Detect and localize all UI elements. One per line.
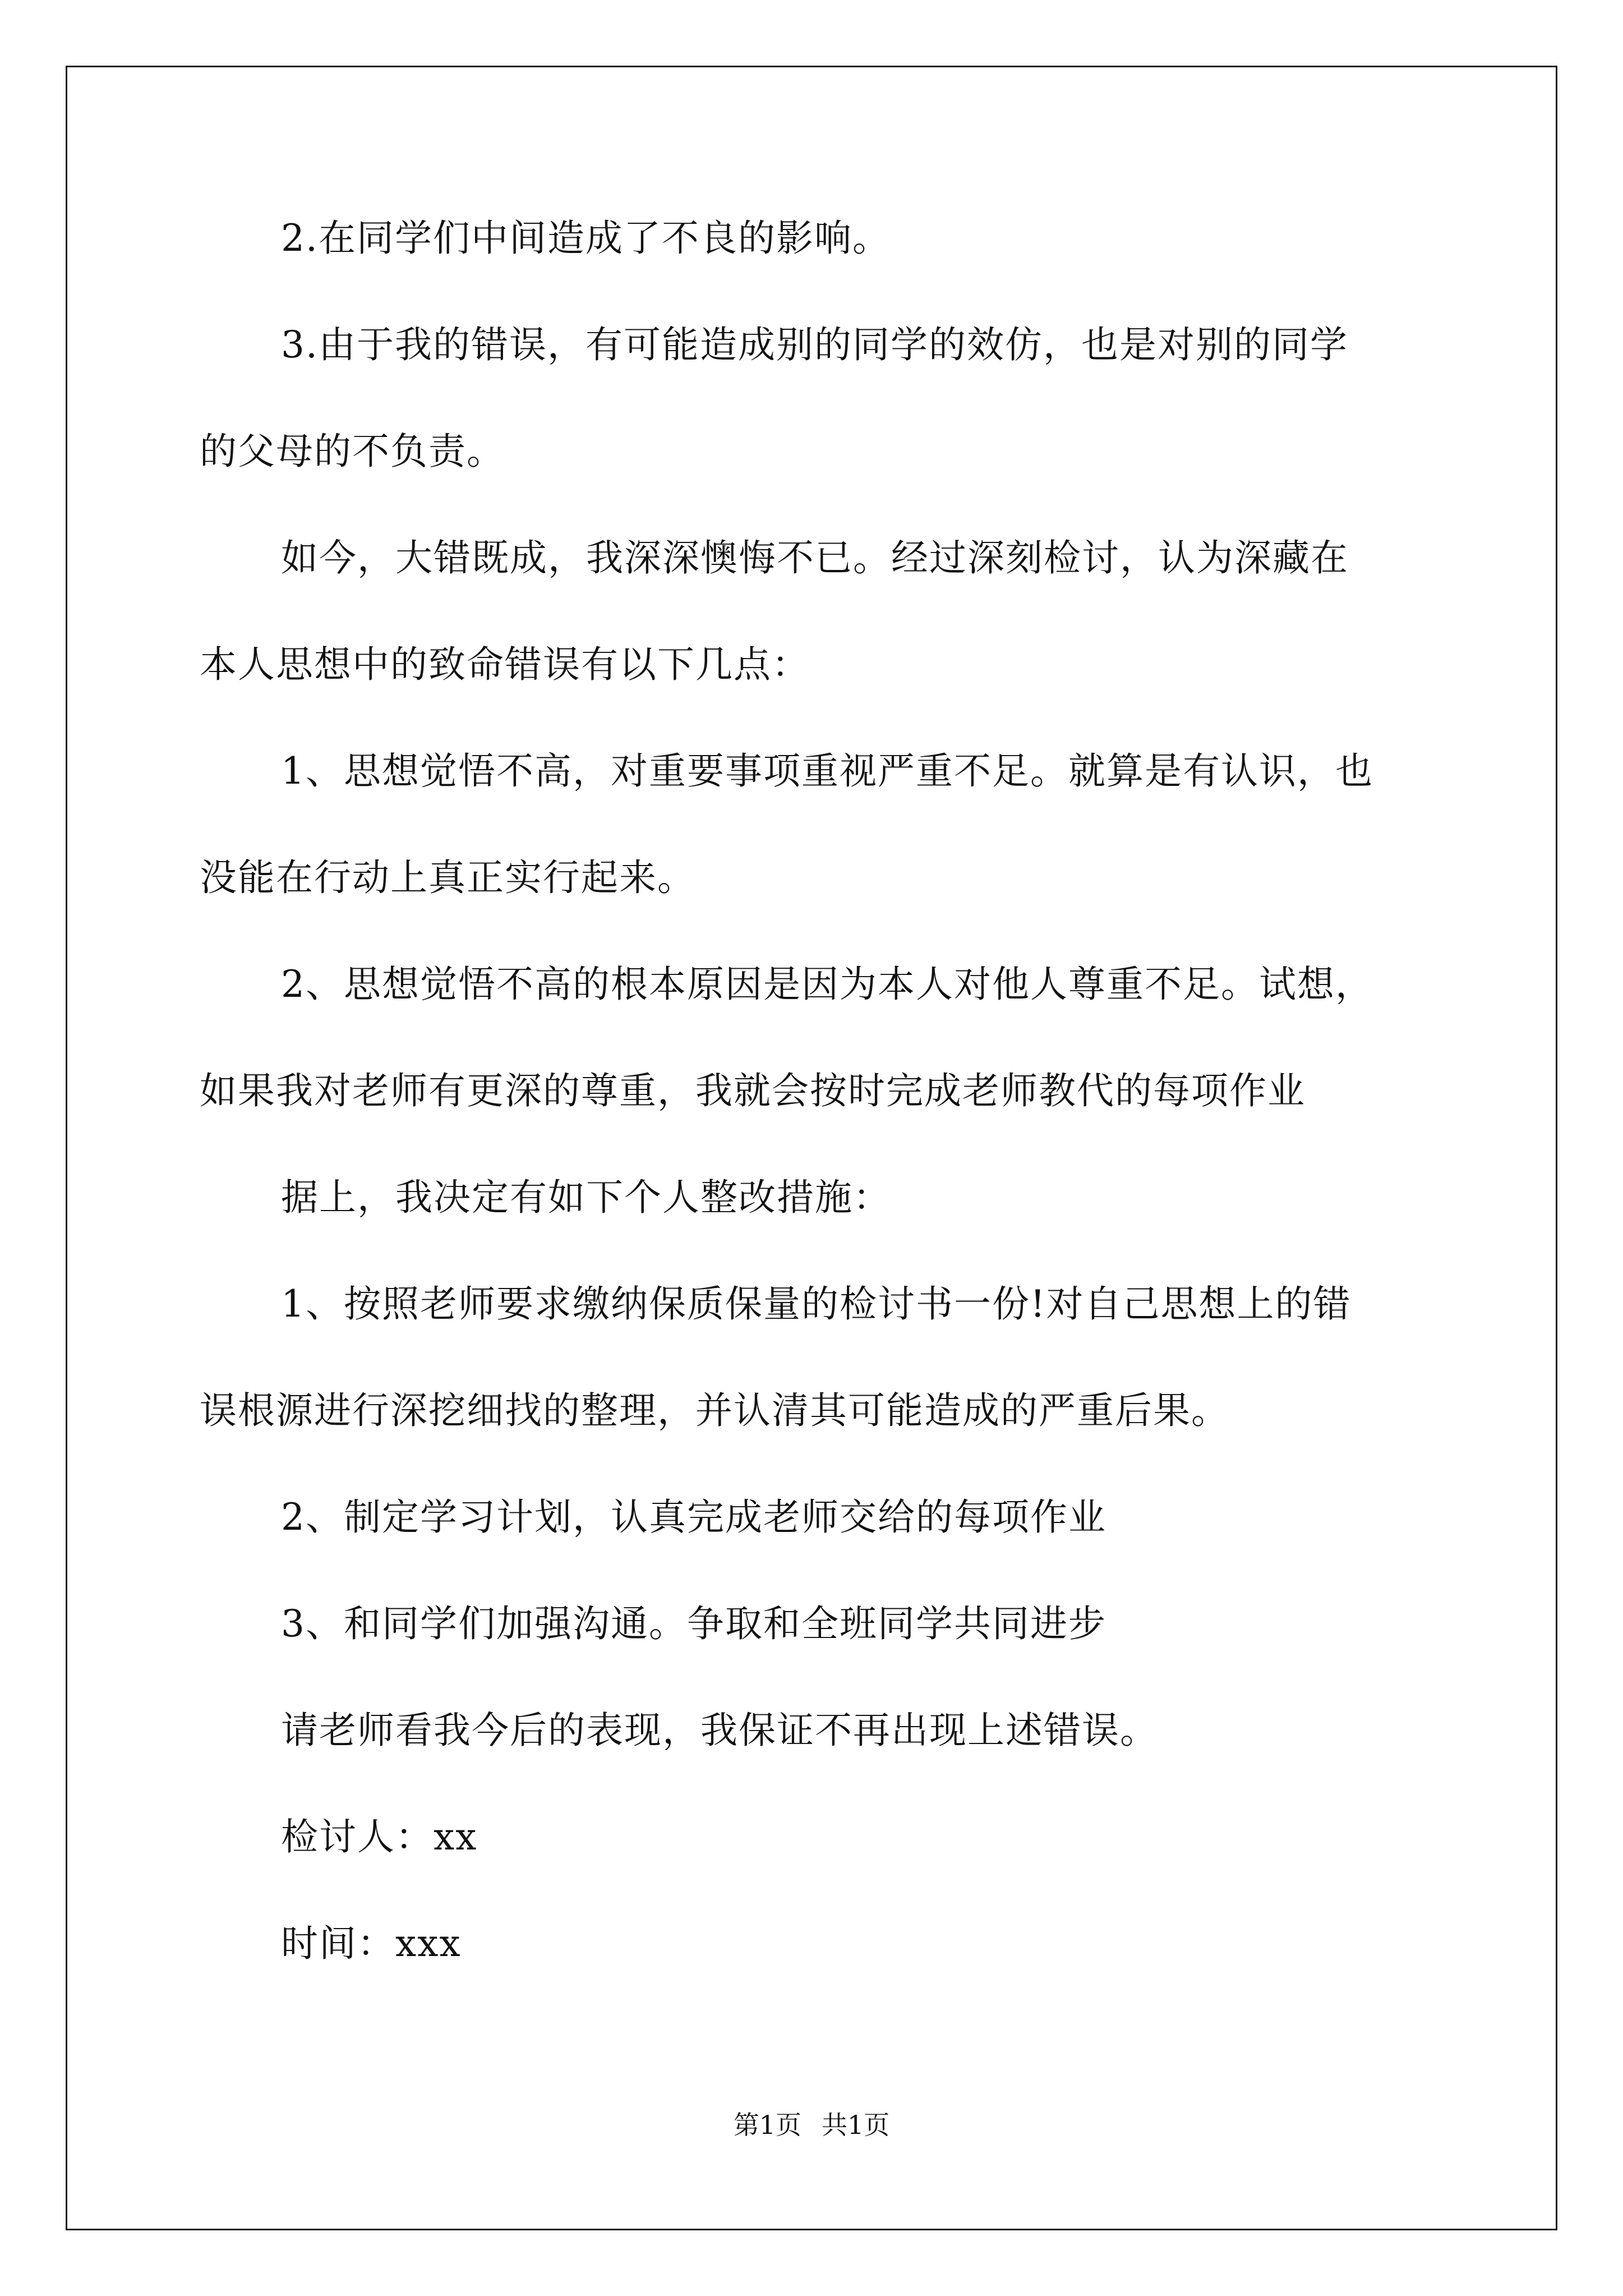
paragraph-line: 误根源进行深挖细找的整理，并认清其可能造成的严重后果。 <box>200 1389 1229 1432</box>
paragraph-line: 据上，我决定有如下个人整改措施： <box>281 1176 891 1219</box>
paragraph-line: 如今，大错既成，我深深懊悔不已。经过深刻检讨，认为深藏在 <box>281 536 1349 579</box>
paragraph-line: 2、制定学习计划，认真完成老师交给的每项作业 <box>281 1496 1106 1539</box>
page-footer <box>0 2108 1623 2142</box>
page-border <box>66 66 1557 2230</box>
paragraph-line: 1、按照老师要求缴纳保质保量的检讨书一份!对自己思想上的错 <box>281 1282 1352 1326</box>
paragraph-line: 2、思想觉悟不高的根本原因是因为本人对他人尊重不足。试想， <box>281 963 1373 1006</box>
paragraph-line: 2.在同学们中间造成了不良的影响。 <box>281 217 891 260</box>
paragraph-line: 3、和同学们加强沟通。争取和全班同学共同进步 <box>281 1602 1106 1645</box>
paragraph-line: 请老师看我今后的表现，我保证不再出现上述错误。 <box>281 1709 1158 1752</box>
date-line: 时间：xxx <box>281 1922 462 1965</box>
paragraph-line: 本人思想中的致命错误有以下几点： <box>200 643 810 686</box>
paragraph-line: 3.由于我的错误，有可能造成别的同学的效仿，也是对别的同学 <box>281 323 1348 366</box>
paragraph-line: 没能在行动上真正实行起来。 <box>200 856 695 899</box>
signer-line: 检讨人：xx <box>281 1815 478 1858</box>
page-number: 第1页 <box>733 2110 801 2140</box>
paragraph-line: 的父母的不负责。 <box>200 430 505 473</box>
page-total: 共1页 <box>822 2110 890 2140</box>
paragraph-line: 1、思想觉悟不高，对重要事项重视严重不足。就算是有认识，也 <box>281 749 1373 793</box>
paragraph-line: 如果我对老师有更深的尊重，我就会按时完成老师教代的每项作业 <box>200 1069 1306 1112</box>
